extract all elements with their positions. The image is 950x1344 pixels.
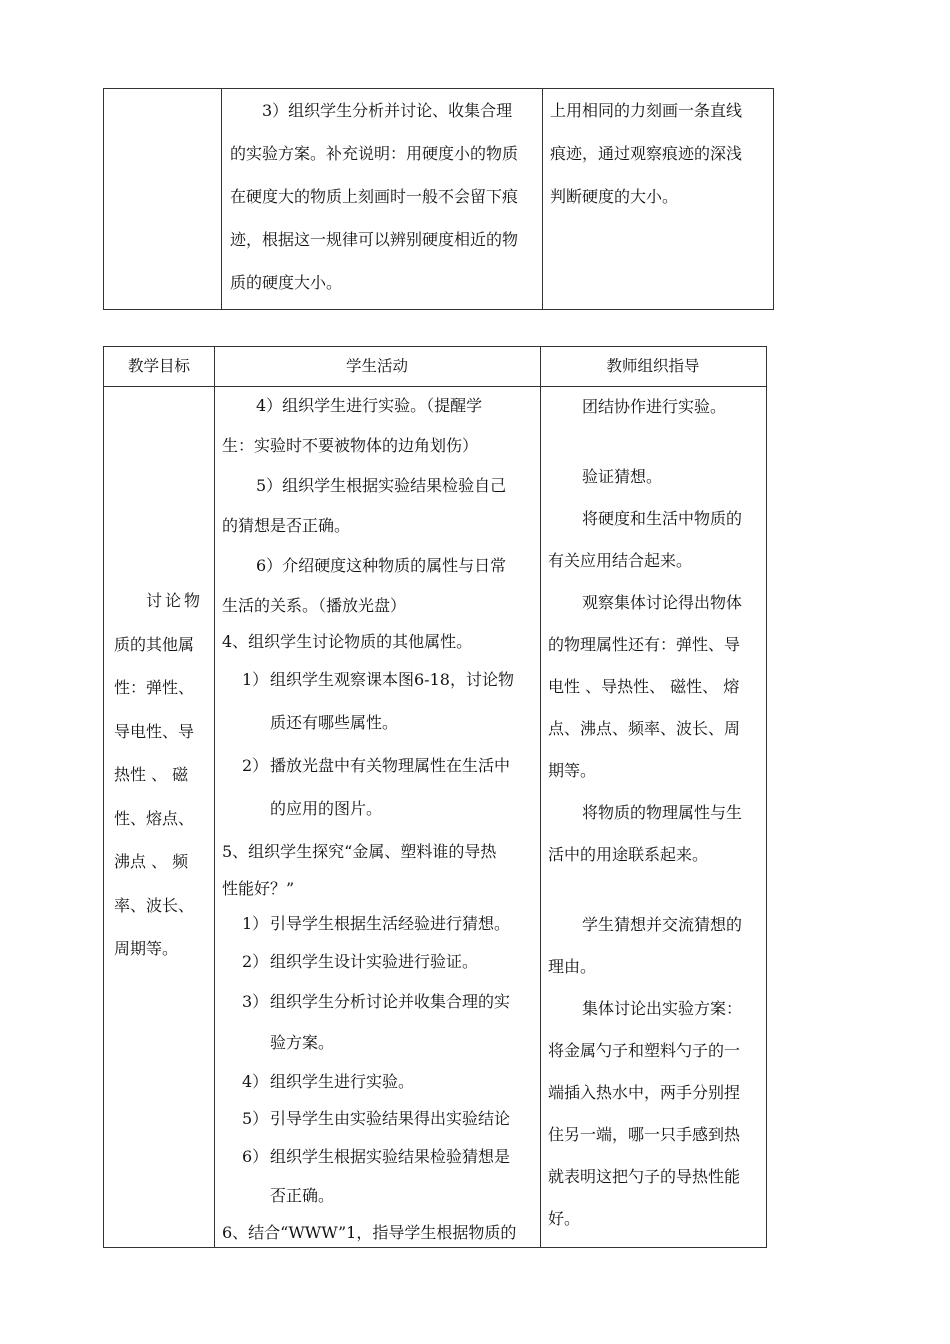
text-line: 点、沸点、频率、波长、周 xyxy=(548,719,741,738)
text-line: 引导学生根据生活经验进行猜想。 xyxy=(270,914,511,933)
list-number: 2） xyxy=(242,756,269,775)
header-teacher-guidance: 教师组织指导 xyxy=(606,357,700,375)
text-line: 验证猜想。 xyxy=(582,467,663,486)
list-item xyxy=(222,1101,538,1137)
text-line: 有关应用结合起来。 xyxy=(548,551,693,570)
text-line: 生活的关系。（播放光盘） xyxy=(222,596,407,615)
text-line: 团结协作进行实验。 xyxy=(582,397,727,416)
text-line: 6）介绍硬度这种物质的属性与日常 xyxy=(256,556,507,575)
text-line: 否正确。 xyxy=(270,1186,335,1205)
text-line: 4）组织学生进行实验。（提醒学 xyxy=(256,396,483,415)
text-line: 性能好？” xyxy=(222,879,295,898)
text-line: 的猜想是否正确。 xyxy=(222,516,351,535)
list-number: 2） xyxy=(242,952,269,971)
goal-line: 质的其他属 xyxy=(114,634,195,654)
goal-line: 性：弹性、 xyxy=(114,678,195,697)
section-heading: 4、组织学生讨论物质的其他属性。 xyxy=(222,632,473,651)
list-item xyxy=(222,1063,538,1101)
text-line: 在硬度大的物质上刻画时一般不会留下痕 xyxy=(230,187,519,206)
text-line: 判断硬度的大小。 xyxy=(550,187,679,206)
text-line: 就表明这把勺子的导热性能 xyxy=(548,1167,741,1186)
goal-line: 沸点 、 频 xyxy=(114,852,189,871)
text-line: 生：实验时不要被物体的边角划伤） xyxy=(222,436,479,455)
cell-guidance xyxy=(550,89,770,218)
text-line: 将硬度和生活中物质的 xyxy=(582,509,743,528)
list-item xyxy=(222,981,538,1063)
list-item xyxy=(222,658,538,744)
list-item xyxy=(222,943,538,981)
list-number: 1） xyxy=(242,914,269,933)
column-divider xyxy=(221,89,222,309)
text-line: 观察集体讨论得出物体 xyxy=(582,593,743,612)
list-number: 6） xyxy=(242,1147,269,1166)
text-line: 端插入热水中，两手分别捏 xyxy=(548,1083,741,1102)
text-line: 质的硬度大小。 xyxy=(230,273,343,292)
text-line: 引导学生由实验结果得出实验结论 xyxy=(270,1109,511,1128)
text-line: 播放光盘中有关物理属性在生活中 xyxy=(270,756,511,775)
list-item xyxy=(222,905,538,943)
text-line: 组织学生根据实验结果检验猜想是 xyxy=(270,1147,511,1166)
text-line: 质还有哪些属性。 xyxy=(270,713,399,732)
text-line: 组织学生观察课本图6-18，讨论物 xyxy=(270,670,514,689)
list-item xyxy=(222,744,538,830)
list-number: 5） xyxy=(242,1109,269,1128)
text-line: 5）组织学生根据实验结果检验自己 xyxy=(256,476,507,495)
column-divider xyxy=(214,347,215,1247)
header-student-activity: 学生活动 xyxy=(345,357,408,375)
text-line: 的应用的图片。 xyxy=(270,799,383,818)
list-number: 4） xyxy=(242,1072,269,1091)
text-line: 上用相同的力刻画一条直线 xyxy=(550,101,743,120)
cell-teacher-guidance xyxy=(548,386,764,1240)
header-teaching-goal: 教学目标 xyxy=(127,357,190,375)
goal-line: 热性 、 磁 xyxy=(114,765,189,784)
goal-line: 性、熔点、 xyxy=(114,808,195,828)
lesson-table xyxy=(103,346,767,1248)
text-line: 组织学生进行实验。 xyxy=(270,1072,415,1091)
goal-line: 讨论物 xyxy=(146,591,204,610)
cell-teaching-goal xyxy=(114,579,210,971)
text-line: 理由。 xyxy=(548,957,597,976)
table-continuation xyxy=(103,88,774,310)
goal-line: 周期等。 xyxy=(114,939,179,958)
column-divider xyxy=(540,347,541,1247)
column-divider xyxy=(542,89,543,309)
text-line: 迹，根据这一规律可以辨别硬度相近的物 xyxy=(230,230,519,249)
cell-activity xyxy=(230,89,540,304)
text-line: 好。 xyxy=(548,1209,581,1228)
text-line: 的实验方案。补充说明：用硬度小的物质 xyxy=(230,144,519,163)
goal-line: 导电性、导 xyxy=(114,721,195,741)
text-line: 组织学生设计实验进行验证。 xyxy=(270,952,479,971)
section-heading: 6、结合“WWW”1，指导学生根据物质的 xyxy=(222,1223,517,1242)
text-line: 将金属勺子和塑料勺子的一 xyxy=(548,1041,741,1060)
text-line: 痕迹，通过观察痕迹的深浅 xyxy=(550,144,743,163)
text-line: 住另一端，哪一只手感到热 xyxy=(548,1125,741,1144)
list-number: 1） xyxy=(242,670,269,689)
text-line: 的物理属性还有：弹性、导 xyxy=(548,635,741,654)
list-item xyxy=(222,1137,538,1215)
text-line: 学生猜想并交流猜想的 xyxy=(582,915,743,934)
text-line: 将物质的物理属性与生 xyxy=(582,803,743,822)
text-line: 期等。 xyxy=(548,761,597,780)
text-line: 验方案。 xyxy=(270,1033,335,1052)
list-number: 3） xyxy=(242,992,269,1011)
text-line: 3）组织学生分析并讨论、收集合理 xyxy=(262,101,513,120)
text-line: 活中的用途联系起来。 xyxy=(548,845,709,864)
text-line: 组织学生分析讨论并收集合理的实 xyxy=(270,992,511,1011)
text-line: 电性 、导热性、 磁性、 熔 xyxy=(548,677,740,696)
cell-student-activity xyxy=(222,386,538,1251)
goal-line: 率、波长、 xyxy=(114,895,195,915)
text-line: 集体讨论出实验方案： xyxy=(582,999,743,1018)
section-heading: 5、组织学生探究“金属、塑料谁的导热 xyxy=(222,842,497,861)
